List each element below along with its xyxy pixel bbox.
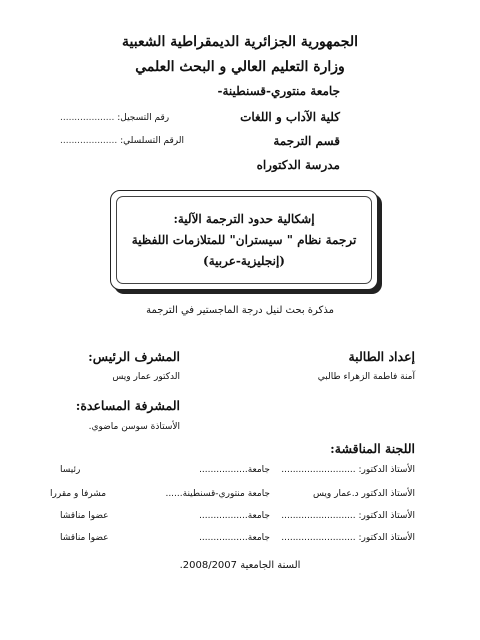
committee-row-4-institution: جامعة................. [199,533,270,543]
university-name: جامعة منتوري-قسنطينة- [217,84,340,98]
academic-year-value: 2008/2007. [179,560,238,571]
thesis-title-inner [116,196,372,284]
student-name: آمنة فاطمة الزهراء طالبي [317,372,415,382]
committee-label: اللجنة المناقشة: [330,441,415,456]
committee-row-2 [313,489,415,499]
committee-row-4-role: عضوا مناقشا [60,533,109,543]
committee-member-title: الأستاذ الدكتور: .......................... [281,465,415,475]
academic-year-label: السنة الجامعية [240,560,301,571]
registration-value: ................... [60,113,115,123]
committee-row-1 [281,465,415,475]
committee-row-4 [281,533,415,543]
co-supervisor-label: المشرفة المساعدة: [75,398,180,413]
committee-member-title: الأستاذ الدكتور د.عمار ويس [312,489,415,499]
department-name: قسم الترجمة [273,134,340,148]
committee-row-3 [281,511,415,521]
republic-title: الجمهورية الجزائرية الديمقراطية الشعبية [121,34,358,50]
prepared-by-label: إعداد الطالبة [348,349,415,364]
serial-field [60,136,184,146]
committee-row-1-role: رئيسا [60,465,81,475]
committee-row-2-role: مشرفا و مقررا [50,489,107,499]
thesis-title-line3: (إنجليزية-عربية) [203,253,285,268]
thesis-title-line2: ترجمة نظام " سيستران" للمتلازمات اللفظية [131,232,357,247]
co-supervisor-name: الأستاذة سوسن ماضوي. [88,422,180,432]
supervisor-label: المشرف الرئيس: [88,349,180,364]
thesis-title-box [110,190,378,290]
supervisor-name: الدكتور عمار ويس [112,372,180,382]
registration-label: رقم التسجيل: [117,113,170,123]
ministry-title: وزارة التعليم العالي و البحث العلمي [135,59,345,75]
thesis-title-line1: إشكالية حدود الترجمة الآلية: [173,211,315,226]
serial-label: الرقم التسلسلي: [120,136,184,146]
academic-year [0,560,480,571]
committee-member-title: الأستاذ الدكتور: .......................... [281,511,415,521]
serial-value: .................... [60,136,118,146]
registration-field [60,113,169,123]
school-name: مدرسة الدكتوراه [256,158,340,172]
committee-member-title: الأستاذ الدكتور: .......................... [281,533,415,543]
committee-row-3-institution: جامعة................. [199,511,270,521]
committee-row-2-institution: جامعة منتوري-قسنطينة...... [165,489,270,499]
faculty-name: كلية الآداب و اللغات [240,110,340,124]
committee-row-3-role: عضوا مناقشا [60,511,109,521]
committee-row-1-institution: جامعة................. [199,465,270,475]
thesis-subtitle: مذكرة بحث لنيل درجة الماجستير في الترجمة [146,305,334,316]
